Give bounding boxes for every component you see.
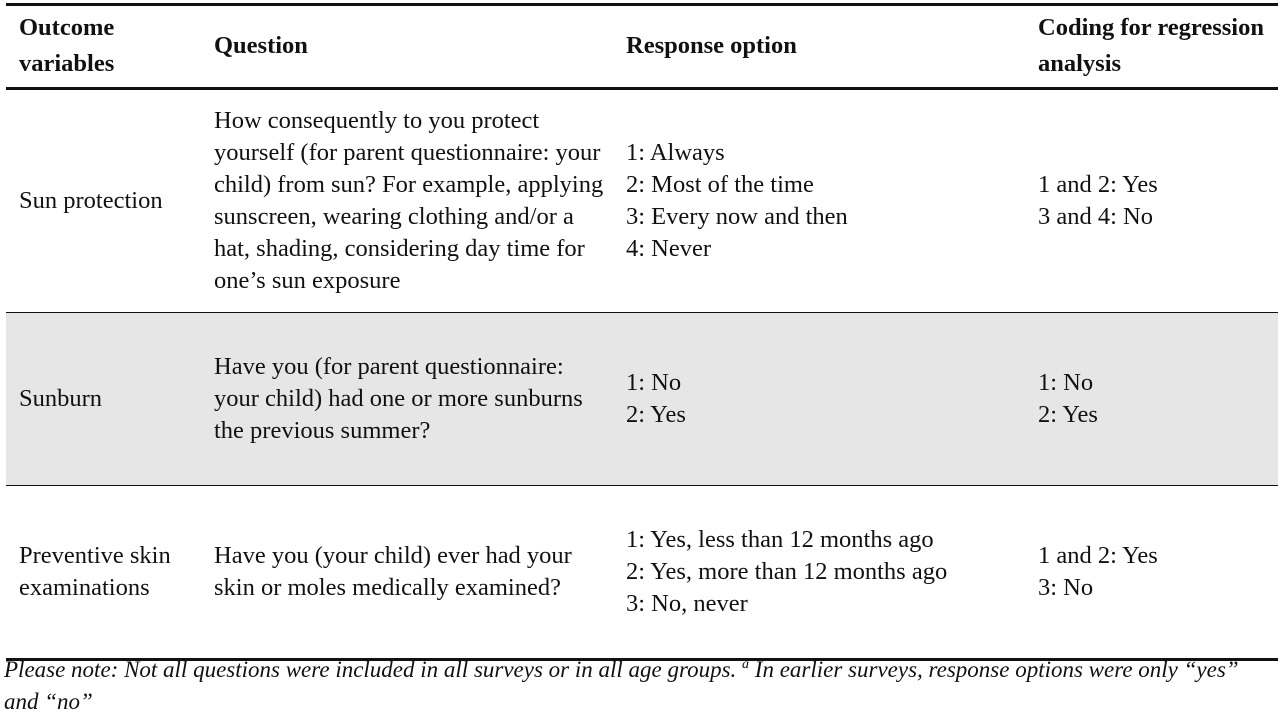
footnote-superscript: a: [742, 657, 750, 672]
coding-value: 1 and 2: Yes: [1038, 171, 1158, 198]
coding-value: 3: No: [1038, 574, 1094, 601]
table-row: [6, 89, 1278, 313]
response-option: 2: Most of the time: [626, 171, 814, 198]
variable-cell: Preventive skin examinations: [6, 486, 202, 660]
coding-value: 3 and 4: No: [1038, 203, 1153, 230]
header-row: [6, 5, 1278, 89]
table: [6, 3, 1278, 661]
variable-cell: Sunburn: [6, 313, 202, 486]
coding-value: 2: Yes: [1038, 401, 1098, 428]
header-outcome-variables: Outcome variables: [6, 5, 202, 89]
table-row: [6, 313, 1278, 486]
question-cell: Have you (for parent questionnaire: your child) had one or more sunburns the previous summer?: [202, 313, 614, 486]
header-coding: Coding for regression analysis: [1026, 5, 1278, 89]
header-question: Question: [202, 5, 614, 89]
table-footnote: [4, 654, 1276, 718]
response-option: 1: No: [626, 369, 682, 396]
question-cell: How consequently to you protect yourself (for parent questionnaire: your child) from sun? For example, applying sunscreen, wearing clothing and/or a hat, shading, considering day time for one’s sun exposure: [202, 89, 614, 313]
header-response-option: Response option: [614, 5, 1026, 89]
coding-cell: [1026, 313, 1278, 486]
table-row: [6, 486, 1278, 660]
response-option: 2: Yes, more than 12 months ago: [626, 558, 948, 585]
response-options-cell: [614, 486, 1026, 660]
response-option: 3: Every now and then: [626, 203, 848, 230]
coding-value: 1: No: [1038, 369, 1094, 396]
coding-cell: [1026, 89, 1278, 313]
question-cell: Have you (your child) ever had your skin or moles medically examined?: [202, 486, 614, 660]
outcome-variables-table: [6, 3, 1278, 661]
response-option: 1: Yes, less than 12 months ago: [626, 526, 934, 553]
response-options-cell: [614, 89, 1026, 313]
variable-cell: Sun protection: [6, 89, 202, 313]
footnote-text: Please note: Not all questions were included in all surveys or in all age groups.: [4, 657, 743, 682]
response-option: 3: No, never: [626, 590, 748, 617]
coding-cell: [1026, 486, 1278, 660]
response-option: 2: Yes: [626, 401, 686, 428]
response-option: 4: Never: [626, 235, 712, 262]
coding-value: 1 and 2: Yes: [1038, 542, 1158, 569]
footnote-text-continued: In earlier surveys, response options were only “yes” and “no”: [4, 657, 1239, 714]
response-option: 1: Always: [626, 139, 725, 166]
response-options-cell: [614, 313, 1026, 486]
